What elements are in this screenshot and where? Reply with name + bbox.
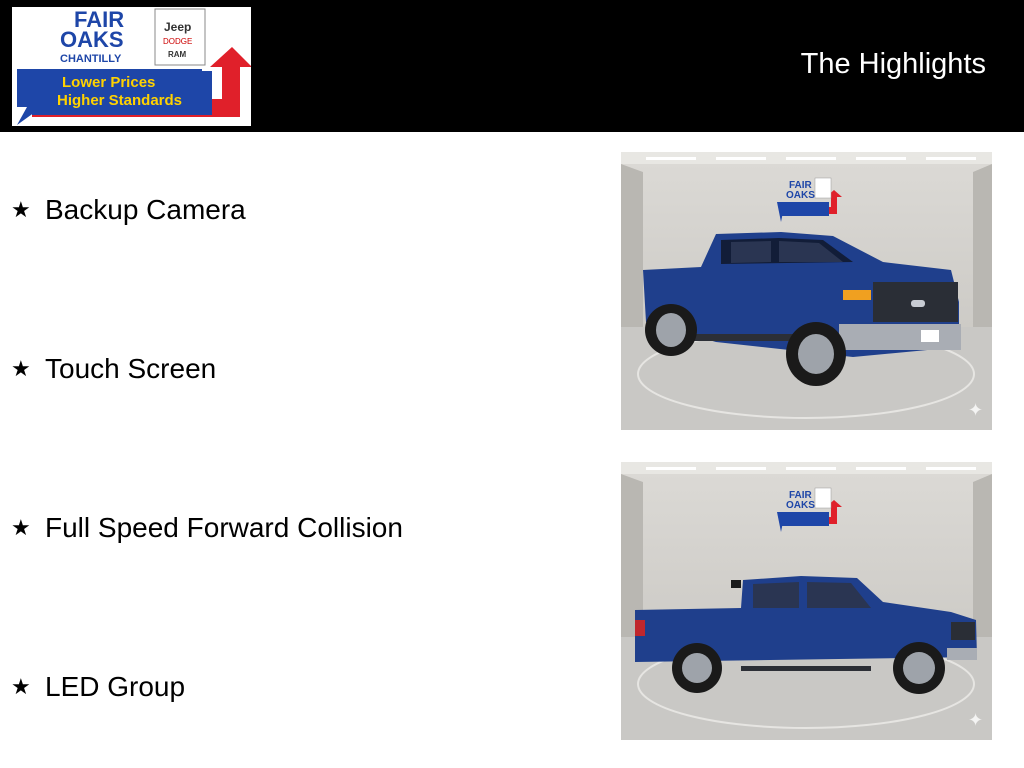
svg-text:OAKS: OAKS	[786, 190, 815, 201]
vehicle-photo-front[interactable]	[621, 152, 992, 430]
feature-label: Touch Screen	[45, 353, 217, 384]
feature-item-forward-collision	[11, 512, 403, 544]
dealer-logo[interactable]	[12, 7, 251, 126]
svg-text:✦: ✦	[968, 710, 984, 731]
svg-text:FAIR: FAIR	[789, 490, 812, 501]
star-icon: ★	[11, 197, 31, 222]
svg-text:FAIR: FAIR	[789, 180, 812, 191]
svg-text:Higher Standards: Higher Standards	[57, 92, 183, 109]
svg-text:DODGE: DODGE	[163, 37, 193, 46]
svg-text:Lower Prices: Lower Prices	[62, 74, 156, 91]
feature-item-backup-camera	[11, 194, 246, 226]
feature-label: Full Speed Forward Collision	[45, 512, 403, 543]
feature-label: LED Group	[45, 671, 186, 702]
svg-text:RAM: RAM	[168, 50, 187, 59]
svg-text:Jeep: Jeep	[164, 20, 192, 34]
header-bar	[0, 0, 1024, 132]
feature-item-touch-screen	[11, 353, 216, 385]
svg-text:CHANTILLY: CHANTILLY	[60, 53, 122, 65]
svg-text:✦: ✦	[968, 400, 984, 421]
feature-label: Backup Camera	[45, 194, 246, 225]
svg-text:FAIR: FAIR	[74, 7, 125, 32]
vehicle-photo-side[interactable]	[621, 462, 992, 740]
star-icon: ★	[11, 356, 31, 381]
page-title: The Highlights	[800, 48, 986, 80]
svg-text:OAKS: OAKS	[786, 500, 815, 511]
star-icon: ★	[11, 515, 31, 540]
svg-text:OAKS: OAKS	[60, 27, 124, 52]
star-icon: ★	[11, 674, 31, 699]
feature-item-led-group	[11, 671, 185, 703]
